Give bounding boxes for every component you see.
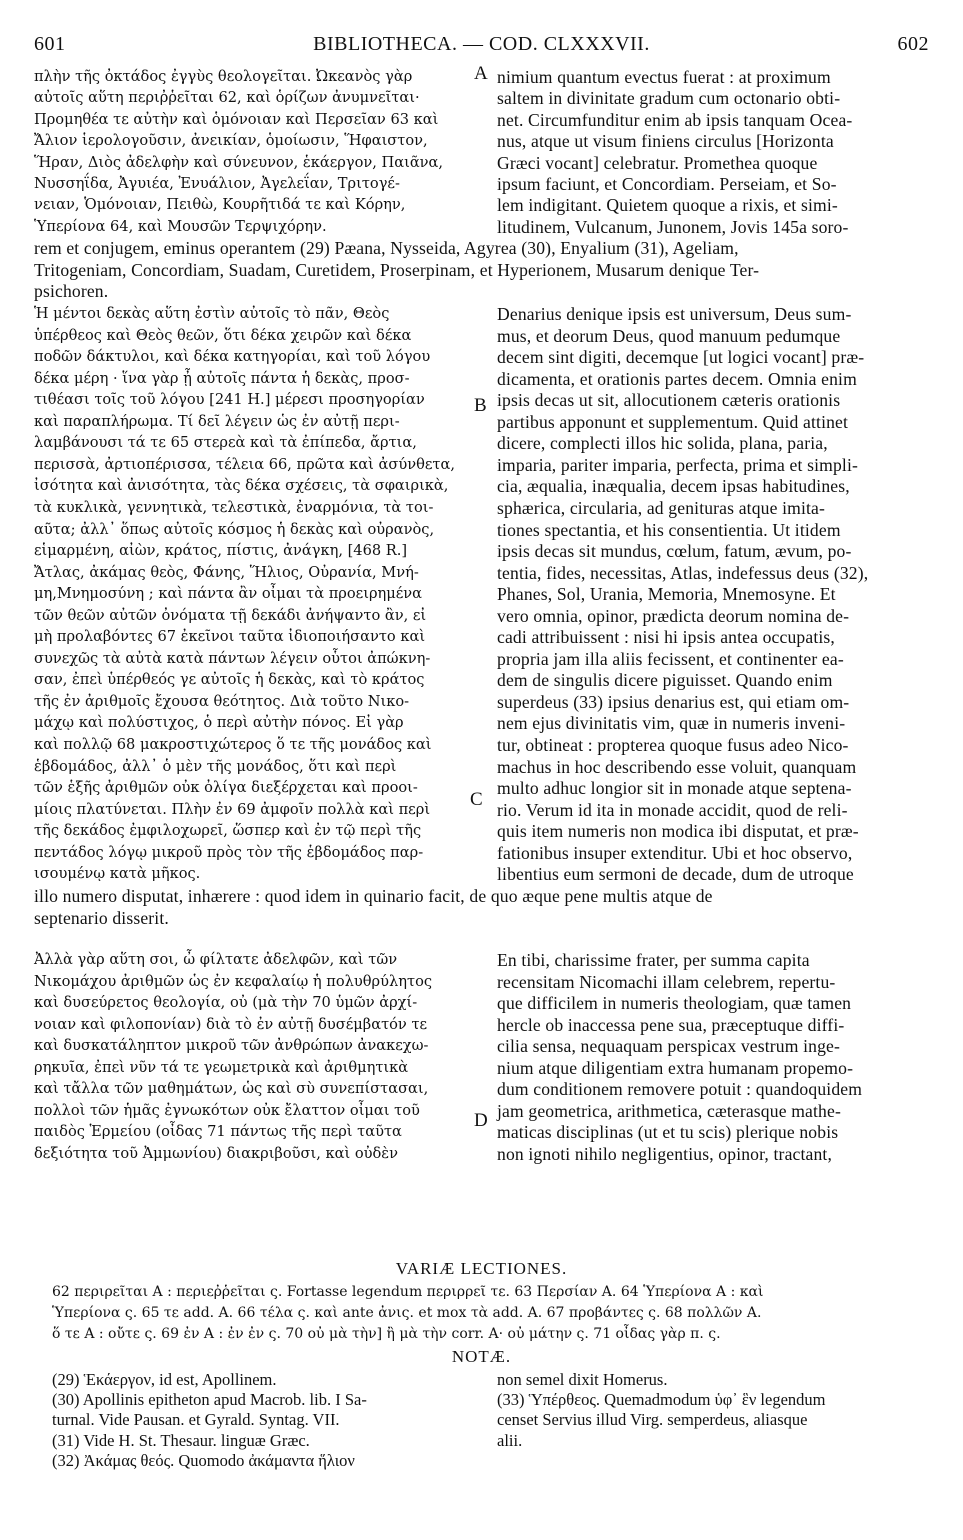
greek-text-line: καὶ δυσεύρετος θεολογία, οὐ (μὰ τὴν 70 ὑμῶν ἀρχί-: [34, 994, 418, 1011]
latin-text-line: Denarius denique ipsis est universum, Deus sum-: [497, 304, 852, 324]
latin-text-line: recensitam Nicomachi illam celebrem, repertu-: [497, 971, 836, 992]
latin-text-line: decem sint digiti, decemque [ut logici vocant] præ-: [497, 347, 865, 368]
greek-text-line: καὶ πολλῷ 68 μακροστιχώτερος ὅ τε τῆς μονάδος καὶ: [34, 736, 432, 753]
latin-text-line-full: Tritogeniam, Concordiam, Suadam, Curetidem, Proserpinam, et Hyperionem, Musarum denique Ter-: [34, 259, 760, 280]
greek-text-line: μη,Μνημοσύνη ; καὶ πάντα ἂν οἶμαι τὰ προειρημένα: [34, 585, 423, 603]
latin-text-line: sphærica, circularia, ad genituras atque imita-: [497, 497, 826, 518]
greek-text-line: Ἀλλὰ γὰρ αὕτη σοι, ὦ φίλτατε ἀδελφῶν, καὶ τῶν: [34, 951, 398, 968]
running-header: [34, 33, 929, 57]
latin-text-line: ipsis decas ut sit, allocutionem cæteris orationis: [497, 390, 841, 411]
greek-text-line: μὴ προλαβόντες 67 ἐκεῖνοι ταῦτα ἰδιοποιήσαντο καὶ: [34, 628, 426, 646]
latin-text-line: litudinem, Vulcanum, Junonem, Jovis 145a soro-: [497, 216, 849, 237]
latin-text-line: lem indigitant. Quietem quoque a rixis, et simi-: [497, 195, 838, 216]
latin-text-line: nium atque diligentiam extra humanam propemo-: [497, 1057, 854, 1078]
latin-text-line-full: psichoren.: [34, 281, 109, 302]
greek-text-line: ὑπέρθεος καὶ Θεὸς θεῶν, ὅτι δέκα χειρῶν καὶ δέκα: [34, 326, 412, 344]
greek-text-line: σαν, ἐπεὶ ὑπέρθεός γε αὐτοῖς ἡ δεκὰς, καὶ τὸ κράτος: [34, 671, 425, 689]
greek-text-line: τιθέασι τοῖς τοῦ λόγου [241 H.] μέρεσι προσηγορίαν: [34, 391, 425, 409]
latin-text-line: imparia, pariter imparia, perfecta, prima et simpli-: [497, 454, 858, 475]
greek-text-line: νειαν, Ὁμόνοιαν, Πειθὼ, Κουρῆτιδά τε καὶ Κόρην,: [34, 196, 406, 214]
latin-text-line: nimium quantum evectus fuerat : at proximum: [497, 67, 831, 87]
greek-text-line: δέκα μέρη · ἵνα γὰρ ᾖ αὐτοῖς πάντα ἡ δεκὰς, προσ-: [34, 369, 410, 387]
greek-text-line: περισσὰ, ἀρτιοπέρισσα, τέλεια 66, πρῶτα καὶ ἀσύνθετα,: [34, 455, 455, 473]
greek-text-line: παιδὸς Ἑρμείου (οἶδας 71 πάντως τῆς περὶ ταῦτα: [34, 1123, 402, 1140]
greek-text-line: τῶν ἑξῆς ἀριθμῶν οὐκ ὀλίγα διεξέρχεται καὶ προοι-: [34, 779, 418, 797]
latin-text-line: net. Circumfunditur enim ab ipsis tanquam Ocea-: [497, 109, 853, 130]
latin-text-line: dem de singulis dicere piguisset. Quando enim: [497, 670, 833, 691]
latin-text-line: fationibus insuper extenditur. Ubi et hoc observo,: [497, 842, 853, 863]
latin-text-line: rio. Verum id ita in monade accidit, quod de reli-: [497, 799, 848, 820]
greek-text-line: αὐτοῖς αὕτη περιῤῥεῖται 62, καὶ ὁρίζων ἀνυμνεῖται·: [34, 89, 420, 107]
greek-text-line: τῆς δεκάδος ἐμφιλοχωρεῖ, ὥσπερ καὶ ἐν τῷ περὶ τῆς: [34, 822, 422, 840]
latin-text-line: dum conditionem removere potuit : quandoquidem: [497, 1079, 863, 1099]
greek-text-line: πεντάδος λόγῳ μικροῦ πρὸς τὸν τῆς ἑβδομάδος παρ-: [34, 843, 424, 861]
greek-text-line: καὶ παραπλήρωμα. Τί δεῖ λέγειν ὡς ἐν αὐτῇ περι-: [34, 412, 400, 430]
margin-marker-c: C: [470, 789, 483, 810]
greek-text-line: ρηκυῖα, ἐπεὶ νῦν τά τε γεωμετρικὰ καὶ ἀριθμητικὰ: [34, 1058, 409, 1076]
latin-text-line-full: septenario disserit.: [34, 907, 169, 928]
variae-lectiones-line: 62 περιρεῖται A : περιεῤῥεῖται ς. Fortasse legendum περιρρεῖ τε. 63 Περσίαν A. 64 Ὑπερίονα A : καὶ: [52, 1284, 764, 1300]
greek-text-line: μάχῳ καὶ πολύστιχος, ὁ περὶ αὐτὴν πόνος. Εἰ γὰρ: [34, 714, 404, 732]
latin-text-line: tur, obtineat : propterea quoque fusus adeo Nico-: [497, 735, 849, 755]
greek-text-line: Ἄλιον ἱερολογοῦσιν, ἀνεικίαν, ὁμοίωσιν, Ἥφαιστον,: [34, 132, 428, 150]
latin-text-line: dicamenta, et orationis partes decem. Omnia enim: [497, 368, 857, 389]
variae-heading: VARIÆ LECTIONES.: [395, 1259, 568, 1278]
greek-text-line: ἑβδομάδος, ἀλλ᾽ ὁ μὲν τῆς μονάδος, ὅτι καὶ περὶ: [34, 757, 397, 775]
latin-text-line: nem ejus divinitatis vim, quæ in numeris inveni-: [497, 713, 846, 734]
greek-text-line: καὶ δυσκατάληπτον μικροῦ τῶν ἀνθρώπων ἀνακεχω-: [34, 1037, 429, 1054]
nota-line: (31) Vide H. St. Thesaur. linguæ Græc.: [52, 1430, 310, 1450]
greek-text-line: Ἥραν, Διὸς ἀδελφὴν καὶ σύνευνον, ἑκάεργον, Παιᾶνα,: [34, 153, 444, 171]
latin-text-line: jam geometrica, arithmetica, cæterasque mathe-: [497, 1100, 841, 1121]
greek-text-line: Νυσσηΐδα, Ἀγυιέα, Ἐνυάλιον, Ἀγελεΐαν, Τριτογέ-: [34, 175, 400, 192]
greek-text-line: Νικομάχου ἀριθμῶν ὡς ἐν κεφαλαίῳ ἡ πολυθρύλητος: [34, 972, 433, 990]
nota-line: turnal. Vide Pausan. et Gyrald. Syntag. VII.: [52, 1410, 340, 1430]
greek-text-line: νοιαν καὶ φιλοπονίαν) διὰ τὸ ἐν αὐτῇ δυσέμβατόν τε: [34, 1015, 428, 1033]
greek-text-line: Ὑπερίονα 64, καὶ Μουσῶν Τερψιχόρην.: [34, 217, 327, 235]
greek-text-line: πλὴν τῆς ὀκτάδος ἐγγὺς θεολογεῖται. Ὠκεανὸς γὰρ: [34, 68, 413, 85]
greek-text-line: λαμβάνουσι τά τε 65 στερεὰ καὶ τὰ ἐπίπεδα, ἄρτια,: [34, 434, 417, 452]
latin-text-line: En tibi, charissime frater, per summa capita: [497, 950, 810, 970]
nota-line: (29) Ἑκάεργον, id est, Apollinem.: [52, 1370, 277, 1389]
greek-text-line: πολλοὶ τῶν ἡμᾶς ἐγνωκότων οὐκ ἔλαττον οἶμαι τοῦ: [34, 1101, 420, 1119]
latin-text-line: hercle ob inaccessa pene sua, præceptuque diffi-: [497, 1014, 845, 1035]
greek-text-line: ποδῶν δάκτυλοι, καὶ δέκα κατηγορίαι, καὶ τοῦ λόγου: [34, 348, 431, 366]
latin-text-line: cilia sensa, nequaquam perspicax vestrum inge-: [497, 1036, 841, 1056]
latin-text-line: Græci vocant] celebratur. Promethea quoque: [497, 152, 818, 173]
greek-text-line: Ἄτλας, ἀκάμας θεὸς, Φάνης, Ἥλιος, Οὐρανία, Μνή-: [34, 563, 419, 581]
notae-heading: NOTÆ.: [451, 1347, 512, 1366]
latin-text-line: que difficilem in numeris theologiam, quæ tamen: [497, 993, 852, 1013]
greek-text-line: μίοις πλατύνεται. Πλὴν ἐν 69 ἀμφοῖν πολλὰ καὶ περὶ: [34, 800, 431, 818]
latin-text-line: superdeus (33) ipsius denarius est, qui etiam om-: [497, 691, 850, 712]
variae-lectiones-line: Ὑπερίονα ς. 65 τε add. A. 66 τέλα ς. καὶ ante ἀνις. et mox τὰ add. A. 67 προβάντες ς. 68 πολλῶν A.: [52, 1305, 762, 1321]
latin-text-line-full: rem et conjugem, eminus operantem (29) Pæana, Nysseida, Agyrea (30), Enyalium (31), Ageliam,: [34, 238, 739, 258]
latin-text-line: mus, et deorum Deus, quod manuum pedumque: [497, 325, 841, 346]
running-title: BIBLIOTHECA. — COD. CLXXXVII.: [313, 33, 650, 55]
greek-text-line: τῶν θεῶν αὐτῶν ὀνόματα τῇ δεκάδι ἀνήψαντο ἂν, εἰ: [34, 606, 427, 624]
latin-text-line-full: illo numero disputat, inhærere : quod idem in quinario facit, de quo æque pene multis atque de: [34, 886, 713, 906]
nota-line: alii.: [497, 1430, 523, 1450]
latin-text-line: non ignoti nihilo negligentius, opinor, tractant,: [497, 1143, 833, 1164]
nota-line: (33) Ὑπέρθεος. Quemadmodum ὑφ᾽ ἓν legendum: [497, 1390, 826, 1410]
latin-text-line: nus, atque ut visum finiens circulus [Horizonta: [497, 131, 834, 152]
page-number-right: 602: [897, 33, 929, 55]
latin-text-line: tentia, fides, necessitas, Atlas, indefessus deus (32),: [497, 562, 869, 583]
variae-lectiones-line: ὅ τε A : οὔτε ς. 69 ἐν A : ἐν ἐν ς. 70 οὐ μὰ τὴν] ἢ μὰ τὴν corr. A· οὐ μάτην ς. 71 οἶδας γὰρ π. ς.: [52, 1326, 721, 1342]
latin-text-line: saltem in divinitate gradum cum octonario obti-: [497, 88, 841, 109]
greek-text-line: τῆς ἐν ἀριθμοῖς ἔχουσα θεότητος. Διὰ τοῦτο Νικο-: [34, 692, 410, 710]
greek-text-line: δεξιότητα τοῦ Ἀμμωνίου) διακριβοῦσι, καὶ οὐδὲν: [34, 1144, 398, 1162]
nota-line: censet Servius illud Virg. semperdeus, aliasque: [497, 1410, 808, 1430]
latin-text-line: partibus apponunt et supplementum. Quid attinet: [497, 411, 849, 432]
latin-text-line: machus in hoc describendo esse voluit, quanquam: [497, 756, 857, 777]
nota-line: (32) Ἀκάμας θεός. Quomodo ἀκάμαντα ἥλιον: [52, 1450, 355, 1470]
latin-text-line: ipsum faciunt, et Concordiam. Perseiam, et So-: [497, 174, 837, 194]
latin-text-line: tiones spectantia, et his consentientia. Ut itidem: [497, 519, 841, 540]
nota-line: (30) Apollinis epitheton apud Macrob. lib. I Sa-: [52, 1390, 367, 1410]
latin-text-line: dicere, complecti illos hic solida, plana, paria,: [497, 433, 828, 454]
greek-text-line: Προμηθέα τε αὐτὴν καὶ ὁμόνοιαν καὶ Περσεῖαν 63 καὶ: [34, 110, 439, 128]
latin-text-line: maticas disciplinas (ut et tu scis) plerique nobis: [497, 1122, 839, 1142]
page-number-left: 601: [34, 33, 66, 55]
latin-text-line: cadi attribuissent : nisi hi ipsis antea occupatis,: [497, 627, 835, 648]
latin-text-line: vero omnia, opinor, prædicta deorum nomina de-: [497, 605, 850, 626]
greek-text-line: ἰσότητα καὶ ἀνισότητα, τὰς δέκα σχέσεις, τὰ σφαιρικὰ,: [34, 477, 449, 495]
latin-text-line: libentius eum sermoni de decade, dum de utroque: [497, 864, 854, 885]
margin-marker-b: B: [474, 395, 487, 416]
latin-text-line: multo adhuc longior sit in monade atque septena-: [497, 778, 852, 799]
greek-text-line: καὶ τἄλλα τῶν μαθημάτων, ὡς καὶ σὺ συνεπίστασαι,: [34, 1080, 429, 1097]
greek-text-line: Ἡ μέντοι δεκὰς αὕτη ἐστὶν αὐτοῖς τὸ πᾶν, Θεὸς: [34, 305, 390, 322]
greek-text-line: τὰ κυκλικὰ, γεννητικὰ, τελεστικὰ, ἐναρμόνια, τὰ τοι-: [34, 498, 434, 516]
latin-text-line: Phanes, Sol, Urania, Memoria, Mnemosyne. Et: [497, 584, 836, 605]
greek-text-line: εἱμαρμένη, αἰὼν, κράτος, πίστις, ἀνάγκη, [468 R.]: [34, 542, 408, 560]
greek-text-line: συνεχῶς τὰ αὐτὰ κατὰ πάντων λέγειν οὗτοι ἀπώκνη-: [34, 649, 431, 667]
latin-text-line: quis item numeris non modica ibi disputat, et præ-: [497, 821, 859, 842]
greek-text-line: ισουμένῳ κατὰ μῆκος.: [34, 865, 201, 883]
greek-text-line: αῦτα; ἀλλ᾽ ὅπως αὐτοῖς κόσμος ἡ δεκὰς καὶ οὐρανὸς,: [34, 520, 435, 538]
latin-text-line: cia, æqualia, inæqualia, decem ipsas habitudines,: [497, 476, 850, 497]
margin-marker-d: D: [474, 1110, 488, 1131]
margin-marker-a: A: [474, 63, 488, 84]
latin-text-line: ipsis decas sit mundus, cœlum, fatum, ævum, po-: [497, 541, 852, 562]
latin-text-line: propria jam illa aliis fecissent, et continenter ea-: [497, 648, 844, 669]
nota-line: non semel dixit Homerus.: [497, 1370, 668, 1389]
